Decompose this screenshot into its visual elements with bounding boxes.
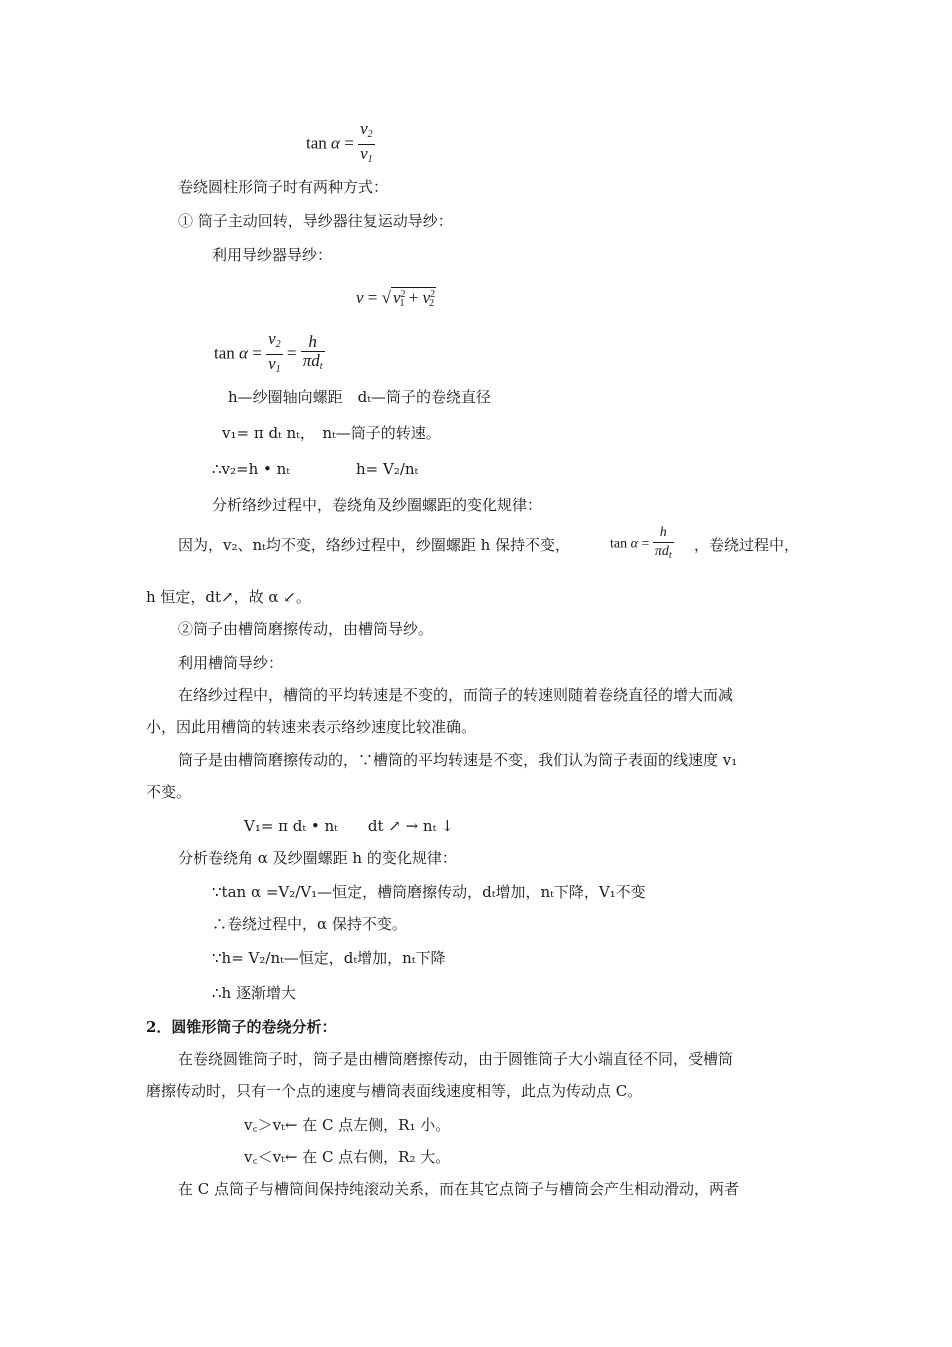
text-line: V₁= π dₜ • nₜ dt ↗ → nₜ ↓ bbox=[244, 817, 454, 835]
formula-tan-alpha-1: tan α = $\frac{v_2}{v_1}$ bbox=[306, 119, 373, 165]
text-line: ① 筒子主动回转，导纱器往复运动导纱： bbox=[178, 212, 453, 230]
formula-tan-alpha-inline: tan α = $\frac{h}{\pi d_t}$ bbox=[610, 525, 672, 561]
text-line: ∵h= V₂/nₜ—恒定，dₜ增加，nₜ下降 bbox=[212, 949, 446, 967]
section-heading: 2．圆锥形筒子的卷绕分析： bbox=[146, 1018, 337, 1036]
text-line: 不变。 bbox=[146, 783, 192, 801]
formula-tan-alpha-2: tan α = $\frac{v_2}{v_1}$ = $\frac{h}{\pi d_t}$ bbox=[214, 329, 323, 375]
text-line: 利用导纱器导纱： bbox=[212, 246, 333, 264]
text-line: 在络纱过程中，槽筒的平均转速是不变的，而筒子的转速则随着卷绕直径的增大而减 bbox=[178, 686, 734, 704]
text-line: ②筒子由槽筒磨擦传动，由槽筒导纱。 bbox=[178, 620, 434, 638]
text-line: ∵tan α =V₂/V₁—恒定，槽筒磨擦传动，dₜ增加，nₜ下降，V₁不变 bbox=[212, 883, 646, 901]
text-line: 筒子是由槽筒磨擦传动的，∵槽筒的平均转速是不变，我们认为筒子表面的线速度 v₁ bbox=[178, 751, 738, 769]
text-line: 在卷绕圆锥筒子时，筒子是由槽筒磨擦传动，由于圆锥筒子大小端直径不同，受槽筒 bbox=[178, 1050, 734, 1068]
text-line: 小，因此用槽筒的转速来表示络纱速度比较准确。 bbox=[146, 718, 477, 736]
text-line: 分析络纱过程中，卷绕角及纱圈螺距的变化规律： bbox=[212, 496, 543, 514]
text-line: v꜀＞vₜ← 在 C 点左侧，R₁ 小。 bbox=[244, 1116, 451, 1134]
text-line: 磨擦传动时，只有一个点的速度与槽筒表面线速度相等，此点为传动点 C。 bbox=[146, 1082, 643, 1100]
text-line: ∴v₂=h • nₜ bbox=[212, 460, 291, 478]
text-line: ∴卷绕过程中，α 保持不变。 bbox=[212, 915, 407, 933]
text-line: 利用槽筒导纱： bbox=[178, 654, 284, 672]
text-line: ，卷绕过程中， bbox=[694, 536, 800, 554]
text-line: 因为，v₂、nₜ均不变，络纱过程中，纱圈螺距 h 保持不变， bbox=[178, 536, 571, 554]
text-line: h—纱圈轴向螺距 dₜ—筒子的卷绕直径 bbox=[228, 388, 491, 406]
text-line: v₁= π dₜ nₜ， nₜ—筒子的转速。 bbox=[222, 424, 441, 442]
text-line: ∴h 逐渐增大 bbox=[212, 984, 296, 1002]
text-line: 卷绕圆柱形筒子时有两种方式： bbox=[178, 178, 389, 196]
text-line: h= V₂/nₜ bbox=[356, 460, 419, 478]
text-line: h 恒定，dt↗，故 α ↙。 bbox=[146, 588, 311, 606]
text-line: v꜀＜vₜ← 在 C 点右侧，R₂ 大。 bbox=[244, 1148, 451, 1166]
formula-v-sqrt: v = √ $v^2_1 + v^2_2$ bbox=[356, 288, 436, 309]
text-line: 在 C 点筒子与槽筒间保持纯滚动关系，而在其它点筒子与槽筒会产生相动滑动，两者 bbox=[178, 1180, 740, 1198]
text-line: 分析卷绕角 α 及纱圈螺距 h 的变化规律： bbox=[178, 849, 457, 867]
